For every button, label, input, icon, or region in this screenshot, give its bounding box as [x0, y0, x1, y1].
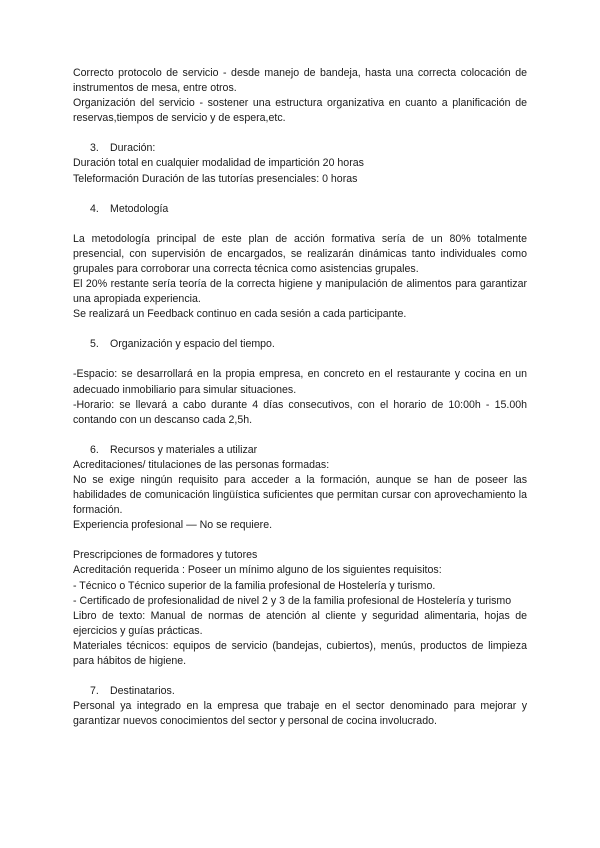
heading-metodologia: 4. Metodología [90, 202, 169, 215]
heading-organizacion: 5. Organización y espacio del tiempo. [90, 338, 275, 351]
duracion-total: Duración total en cualquier modalidad de impartición 20 horas [73, 157, 364, 170]
recursos-subtitle: Acreditaciones/ titulaciones de las personas formadas: [73, 458, 330, 471]
recursos-paragraph: No se exige ningún requisito para acceder a la formación, aunque se han de poseer las habilidades de comunicación lingüística suficientes que permitan cursar con aprovechamiento la formación. [73, 473, 527, 517]
intro-protocolo: Correcto protocolo de servicio - desde manejo de bandeja, hasta una correcta colocación de instrumentos de mesa, entre otros. [73, 67, 527, 95]
prescripciones-title: Prescripciones de formadores y tutores [73, 549, 258, 562]
duracion-teleformacion: Teleformación Duración de las tutorías presenciales: 0 horas [73, 172, 358, 185]
metodologia-paragraph: La metodología principal de este plan de acción formativa sería de un 80% totalmente presencial, con supervisión de encargados, se realizarán dinámicas tanto individuales como grupales para corroborar una correcta técnica como asistencias grupales. [73, 232, 527, 275]
heading-destinatarios: 7. Destinatarios. [90, 685, 175, 698]
prescripciones-item: Libro de texto: Manual de normas de atención al cliente y seguridad alimentaria, hojas de ejercicios y guías prácticas. [73, 609, 527, 637]
prescripciones-item: - Técnico o Técnico superior de la familia profesional de Hostelería y turismo. [73, 579, 436, 592]
intro-organizacion: Organización del servicio - sostener una estructura organizativa en cuanto a planificación de reservas,tiempos de servicio y de espera,etc. [73, 97, 527, 125]
metodologia-paragraph: El 20% restante sería teoría de la correcta higiene y manipulación de alimentos para garantizar una apropiada experiencia. [73, 278, 527, 306]
destinatarios-paragraph: Personal ya integrado en la empresa que trabaje en el sector denominado para mejorar y garantizar nuevos conocimientos del sector y personal de cocina involucrado. [73, 700, 527, 728]
prescripciones-item: Acreditación requerida : Poseer un mínimo alguno de los siguientes requisitos: [73, 564, 442, 577]
prescripciones-item: - Certificado de profesionalidad de nivel 2 y 3 de la familia profesional de Hostelería y turismo [73, 594, 512, 607]
prescripciones-item: Materiales técnicos: equipos de servicio (bandejas, cubiertos), menús, productos de limpieza para hábitos de higiene. [73, 639, 527, 667]
heading-recursos: 6. Recursos y materiales a utilizar [90, 443, 258, 456]
recursos-paragraph: Experiencia profesional — No se requiere. [73, 519, 273, 532]
organizacion-horario: -Horario: se llevará a cabo durante 4 días consecutivos, con el horario de 10:00h - 15.00h contando con un descanso cada 2,5h. [73, 398, 527, 426]
heading-duracion: 3. Duración: [90, 142, 156, 155]
organizacion-espacio: -Espacio: se desarrollará en la propia empresa, en concreto en el restaurante y cocina en un adecuado inmobiliario para simular situaciones. [73, 368, 527, 396]
metodologia-paragraph: Se realizará un Feedback continuo en cada sesión a cada participante. [73, 308, 407, 321]
document-page [73, 66, 527, 729]
